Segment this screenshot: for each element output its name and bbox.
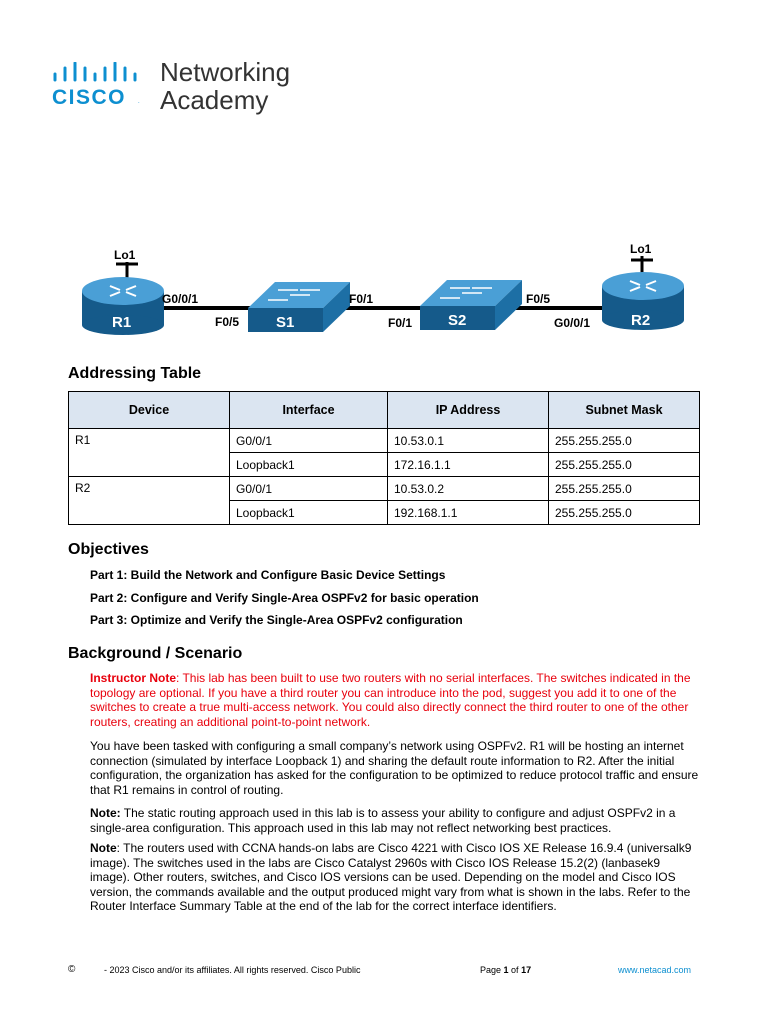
mask-cell: 255.255.255.0 xyxy=(549,453,700,477)
switch-s1-icon xyxy=(248,282,350,332)
note-text: : The routers used with CCNA hands-on labs are Cisco 4221 with Cisco IOS XE Release 16.9.4 (universalk9 image). The switches used in the labs are Cisco Catalyst 2960s with Cisco IOS Release 15.2(2) (lanbasek9 image). Other routers, switches, and Cisco IOS versions can be used. Depending on the model and Cisco IOS version, the commands available and the output produced might vary from what is shown in the labs. Refer to the Router Interface Summary Table at the end of the lab for the correct interface identifiers. xyxy=(90,841,692,914)
addressing-table-heading: Addressing Table xyxy=(68,365,202,382)
table-row xyxy=(69,429,700,453)
network-topology-diagram xyxy=(70,236,700,346)
ip-cell: 192.168.1.1 xyxy=(388,501,549,525)
page-prefix: Page xyxy=(480,965,504,975)
note-label: Note xyxy=(90,841,117,855)
copyright-text: - 2023 Cisco and/or its affiliates. All rights reserved. Cisco Public xyxy=(104,965,361,975)
cisco-bars-icon xyxy=(52,62,148,84)
r1-iface-label: G0/0/1 xyxy=(162,292,199,306)
r2-name-label: R2 xyxy=(631,312,651,329)
addressing-table xyxy=(68,391,700,525)
interface-cell: Loopback1 xyxy=(230,453,388,477)
ip-cell: 10.53.0.1 xyxy=(388,429,549,453)
objective-part-3: Part 3: Optimize and Verify the Single-Area OSPFv2 configuration xyxy=(90,613,463,627)
objective-part-1: Part 1: Build the Network and Configure Basic Device Settings xyxy=(90,568,446,582)
note-label: Note: xyxy=(90,806,121,820)
page-number xyxy=(480,965,531,975)
page-of: of xyxy=(508,965,522,975)
s2-right-iface-label: F0/5 xyxy=(526,292,551,306)
instructor-note xyxy=(90,671,702,729)
mask-cell: 255.255.255.0 xyxy=(549,477,700,501)
logo-academy-text: Academy xyxy=(160,85,269,115)
column-header: Device xyxy=(69,392,230,429)
mask-cell: 255.255.255.0 xyxy=(549,429,700,453)
r2-lo-label: Lo1 xyxy=(630,242,652,256)
mask-cell: 255.255.255.0 xyxy=(549,501,700,525)
device-cell: R2 xyxy=(69,477,230,525)
background-heading: Background / Scenario xyxy=(68,645,243,662)
interface-cell: Loopback1 xyxy=(230,501,388,525)
page-current: 1 xyxy=(503,965,509,975)
interface-cell: G0/0/1 xyxy=(230,477,388,501)
r1-lo-label: Lo1 xyxy=(114,248,136,262)
cisco-networking-academy-logo xyxy=(52,56,312,120)
footer-url-wrap xyxy=(618,965,691,975)
s2-name-label: S2 xyxy=(448,312,467,329)
device-cell: R1 xyxy=(69,429,230,477)
switch-s2-icon xyxy=(420,280,522,330)
column-header: Subnet Mask xyxy=(549,392,700,429)
scenario-paragraph: You have been tasked with configuring a small company’s network using OSPFv2. R1 will be hosting an internet connection (simulated by interface Loopback 1) and sharing the default route information to R2. After the initial configuration, the organization has asked for the configuration to be optimized to reduce protocol traffic and ensure that R1 remains in control of routing. xyxy=(90,739,699,797)
cisco-wordmark: CISCO xyxy=(52,86,127,109)
r2-iface-label: G0/0/1 xyxy=(554,316,591,330)
trademark-mark: . xyxy=(138,99,140,105)
logo-networking-text: Networking xyxy=(160,57,291,87)
interface-cell: G0/0/1 xyxy=(230,429,388,453)
objective-part-2: Part 2: Configure and Verify Single-Area OSPFv2 for basic operation xyxy=(90,591,479,605)
s1-right-iface-label: F0/1 xyxy=(349,292,374,306)
s2-left-iface-label: F0/1 xyxy=(388,316,413,330)
column-header: Interface xyxy=(230,392,388,429)
instructor-note-text: : This lab has been built to use two routers with no serial interfaces. The switches indicated in the topology are optional. If you have a third router you can introduce into the pod, suggest you add it to one of the switches to create a true multi-access network. You could also directly connect the third router to one of the other routers, creating an additional point-to-point network. xyxy=(90,671,691,729)
note-equipment xyxy=(90,841,702,914)
column-header: IP Address xyxy=(388,392,549,429)
note-static-routing xyxy=(90,806,702,835)
ip-cell: 10.53.0.2 xyxy=(388,477,549,501)
netacad-link[interactable]: www.netacad.com xyxy=(618,965,692,975)
copyright-symbol: © xyxy=(68,964,76,975)
s1-name-label: S1 xyxy=(276,314,295,331)
table-header-row xyxy=(69,392,700,429)
ip-cell: 172.16.1.1 xyxy=(388,453,549,477)
s1-left-iface-label: F0/5 xyxy=(215,315,240,329)
r1-name-label: R1 xyxy=(112,314,132,331)
note-text: The static routing approach used in this lab is to assess your ability to configure and adjust OSPFv2 in a single-area configuration. This approach used in this lab may not reflect networking best practices. xyxy=(90,806,676,835)
page-total: 17 xyxy=(521,965,532,975)
objectives-heading: Objectives xyxy=(68,541,149,558)
instructor-note-label: Instructor Note xyxy=(90,671,177,685)
table-row xyxy=(69,477,700,501)
